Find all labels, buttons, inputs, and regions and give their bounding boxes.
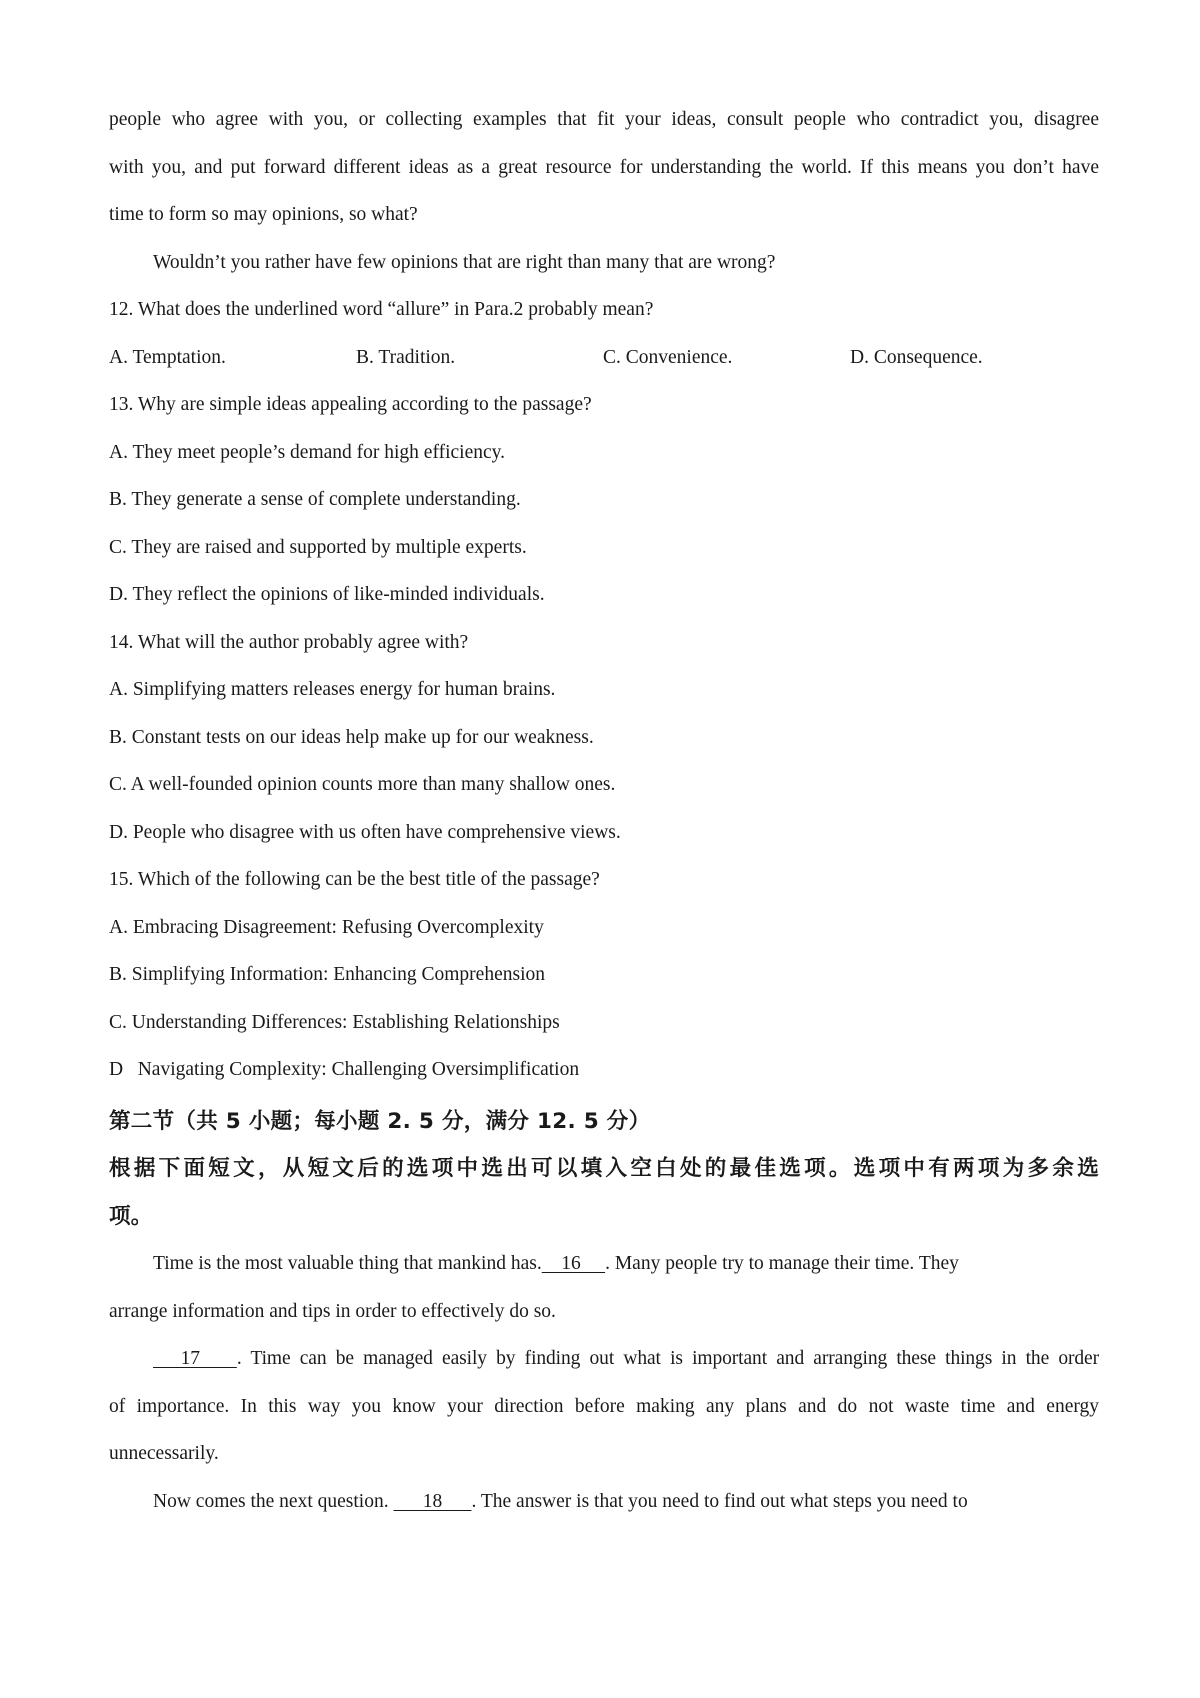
option: D. People who disagree with us often have comprehensive views. (109, 821, 621, 843)
question-stem: 12. What does the underlined word “allure” in Para.2 probably mean? (109, 299, 654, 320)
cloze-text: . The answer is that you need to find out what steps you need to (471, 1490, 968, 1512)
section-instruction: 项。 (109, 1203, 153, 1229)
option: B. Simplifying Information: Enhancing Comprehension (109, 964, 545, 985)
option: B. They generate a sense of complete understanding. (109, 489, 521, 510)
question-stem: 14. What will the author probably agree with? (109, 631, 469, 653)
blank-18: 18 (393, 1490, 472, 1512)
cloze-text: Time is the most valuable thing that mankind has. (153, 1253, 542, 1274)
cloze-text: Now comes the next question. (153, 1490, 394, 1512)
option: A. Temptation. (109, 346, 226, 368)
passage-closing: Wouldn’t you rather have few opinions that are right than many that are wrong? (153, 251, 776, 273)
option: C. They are raised and supported by multiple experts. (109, 536, 527, 558)
question-stem: 13. Why are simple ideas appealing according to the passage? (109, 394, 592, 415)
cloze-text: . Time can be managed easily by finding out what is important and arranging these things in the order (236, 1348, 1099, 1369)
option: D Navigating Complexity: Challenging Oversimplification (109, 1059, 580, 1080)
document-page (109, 96, 1099, 1525)
cloze-line: of importance. In this way you know your direction before making any plans and do not waste time and energy (109, 1395, 1099, 1417)
option: C. Convenience. (603, 346, 733, 368)
section-heading: 第二节（共 5 小题；每小题 2. 5 分，满分 12. 5 分） (109, 1108, 651, 1134)
option: A. Simplifying matters releases energy for human brains. (109, 679, 556, 700)
option: A. They meet people’s demand for high efficiency. (109, 441, 506, 463)
section-instruction: 根据下面短文，从短文后的选项中选出可以填入空白处的最佳选项。选项中有两项为多余选 (109, 1156, 1099, 1181)
blank-16: 16 (541, 1253, 606, 1274)
options-row (109, 334, 1099, 382)
blank-17: 17 (153, 1348, 237, 1369)
cloze-text: . Many people try to manage their time. They (605, 1253, 959, 1274)
cloze-line: arrange information and tips in order to effectively do so. (109, 1300, 556, 1322)
cloze-line (109, 1335, 1099, 1383)
option: D. They reflect the opinions of like-minded individuals. (109, 584, 545, 605)
option: A. Embracing Disagreement: Refusing Overcomplexity (109, 916, 544, 938)
cloze-line (109, 1478, 1099, 1526)
passage-line: with you, and put forward different ideas as a great resource for understanding the world. If this means you don’t have (109, 156, 1099, 178)
cloze-line: unnecessarily. (109, 1443, 219, 1464)
option: C. Understanding Differences: Establishing Relationships (109, 1011, 560, 1033)
option: B. Tradition. (356, 346, 456, 368)
option: D. Consequence. (850, 346, 983, 368)
question-stem: 15. Which of the following can be the best title of the passage? (109, 869, 600, 890)
cloze-line (109, 1240, 1099, 1288)
passage-line: people who agree with you, or collecting examples that fit your ideas, consult people who contradict you, disagree (109, 109, 1099, 130)
option: C. A well-founded opinion counts more than many shallow ones. (109, 774, 616, 795)
option: B. Constant tests on our ideas help make up for our weakness. (109, 726, 594, 748)
passage-line: time to form so may opinions, so what? (109, 204, 418, 225)
